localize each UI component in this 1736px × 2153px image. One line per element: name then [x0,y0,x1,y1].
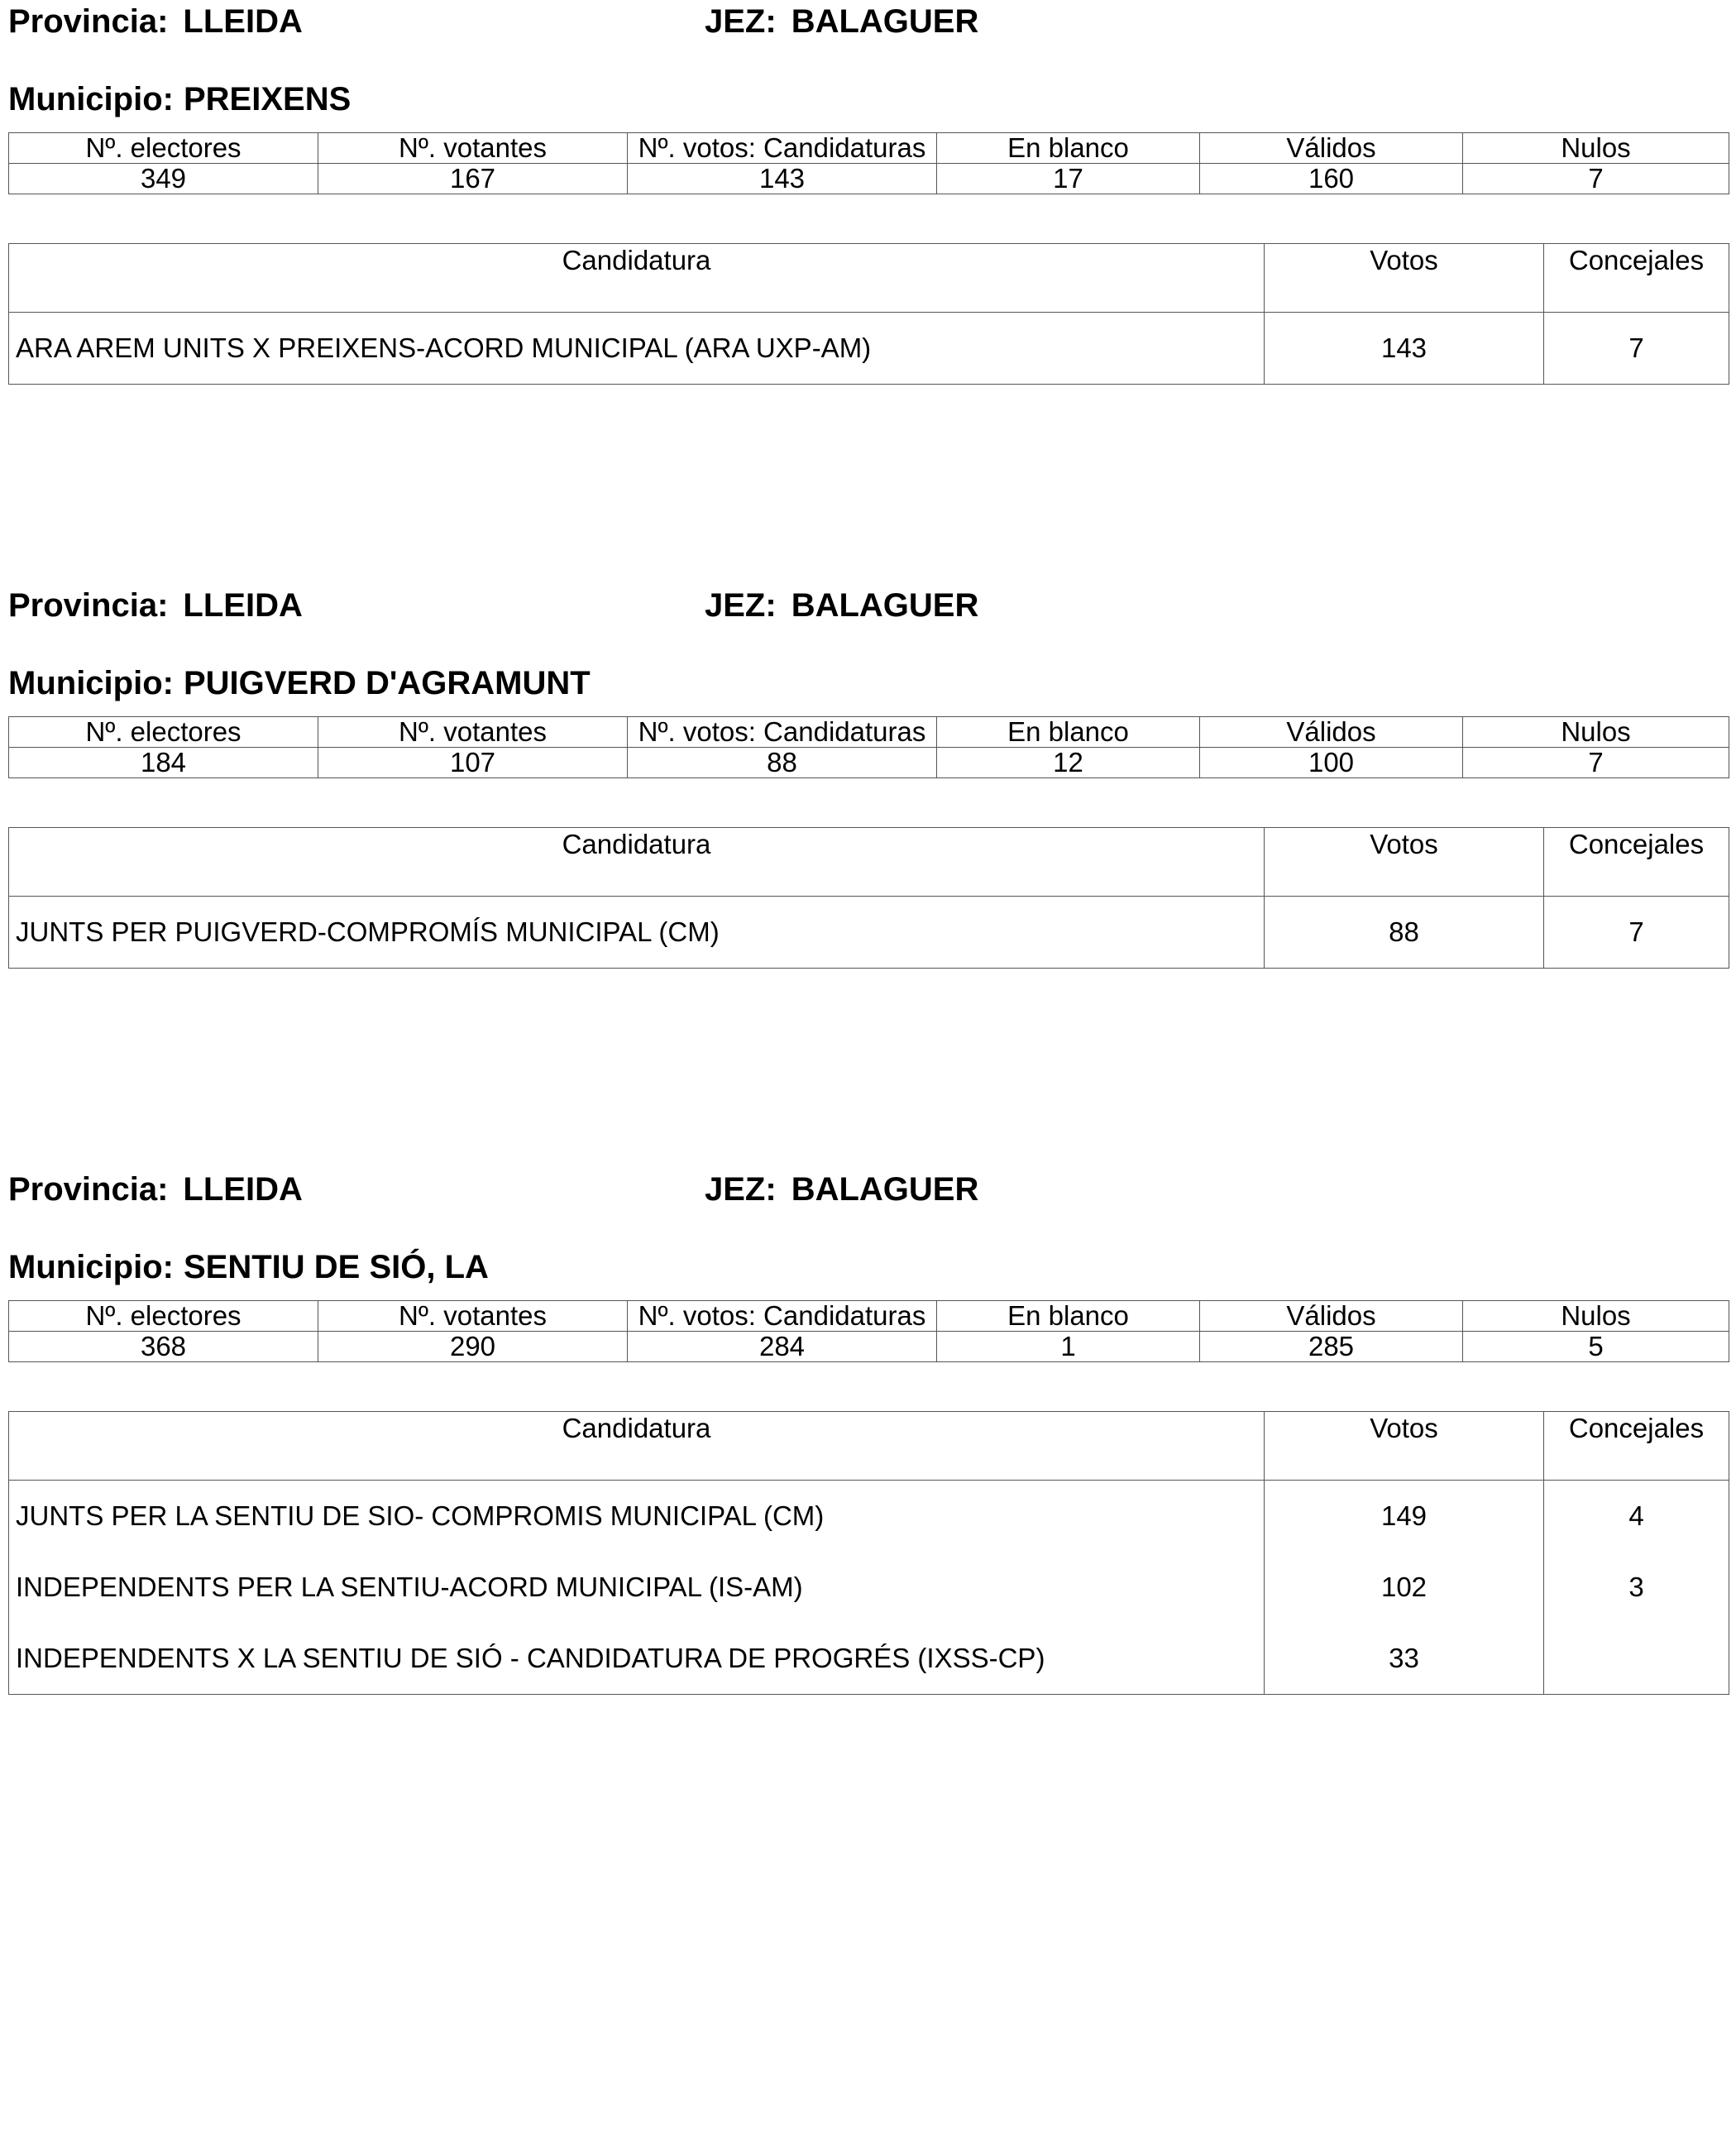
municipio-heading [8,1247,489,1287]
stats-table [8,716,1729,778]
header-nulos: Nulos [1463,717,1729,748]
header-votos-candidaturas: Nº. votos: Candidaturas [628,133,937,164]
stats-header-row [9,1301,1729,1332]
header-validos: Válidos [1200,717,1463,748]
header-validos: Válidos [1200,133,1463,164]
municipio-label: Municipio: [8,665,174,701]
candidaturas-header-row [9,1412,1729,1481]
jez-value: BALAGUER [791,1171,979,1208]
header-electores: Nº. electores [9,133,318,164]
header-en-blanco: En blanco [937,717,1200,748]
value-electores: 184 [9,748,318,778]
candidatura-name: JUNTS PER PUIGVERD-COMPROMÍS MUNICIPAL (CM) [9,897,1265,969]
header-concejales: Concejales [1544,1412,1729,1481]
stats-header-row [9,717,1729,748]
header-votos-candidaturas: Nº. votos: Candidaturas [628,717,937,748]
value-electores: 349 [9,164,318,194]
stats-table [8,1300,1729,1362]
candidatura-row [9,313,1729,385]
candidatura-votos: 88 [1265,897,1544,969]
jez-label: JEZ: [705,1171,777,1208]
candidatura-row [9,897,1729,969]
jez-label: JEZ: [705,587,777,624]
candidatura-votos: 143 [1265,313,1544,385]
provincia-label: Provincia: [8,1171,169,1208]
candidatura-name: ARA AREM UNITS X PREIXENS-ACORD MUNICIPAL (ARA UXP-AM) [9,313,1265,385]
value-validos: 285 [1200,1332,1463,1362]
header-candidatura: Candidatura [9,244,1265,313]
header-concejales: Concejales [1544,244,1729,313]
candidaturas-header-row [9,828,1729,897]
candidaturas-table [8,827,1729,969]
value-electores: 368 [9,1332,318,1362]
candidatura-concejales [1544,1623,1729,1695]
header-en-blanco: En blanco [937,1301,1200,1332]
jez-label: JEZ: [705,3,777,40]
provincia-heading [8,2,303,41]
jez-heading [705,1170,978,1209]
candidatura-votos: 149 [1265,1481,1544,1553]
candidatura-name: INDEPENDENTS X LA SENTIU DE SIÓ - CANDIDATURA DE PROGRÉS (IXSS-CP) [9,1623,1265,1695]
provincia-label: Provincia: [8,587,169,624]
candidaturas-table [8,1411,1729,1695]
value-votos-candidaturas: 284 [628,1332,937,1362]
candidatura-votos: 33 [1265,1623,1544,1695]
provincia-heading [8,1170,303,1209]
municipio-heading [8,663,591,703]
stats-table [8,132,1729,194]
value-votos-candidaturas: 88 [628,748,937,778]
candidaturas-header-row [9,244,1729,313]
candidaturas-table [8,243,1729,385]
header-nulos: Nulos [1463,1301,1729,1332]
header-votantes: Nº. votantes [318,133,628,164]
jez-heading [705,2,978,41]
value-nulos: 7 [1463,164,1729,194]
value-en-blanco: 12 [937,748,1200,778]
header-en-blanco: En blanco [937,133,1200,164]
municipio-heading [8,79,351,119]
jez-value: BALAGUER [791,587,979,624]
header-votos: Votos [1265,244,1544,313]
value-validos: 160 [1200,164,1463,194]
header-votos: Votos [1265,828,1544,897]
value-votantes: 107 [318,748,628,778]
candidatura-votos: 102 [1265,1552,1544,1623]
candidatura-concejales: 7 [1544,897,1729,969]
header-candidatura: Candidatura [9,1412,1265,1481]
candidatura-row [9,1552,1729,1623]
municipio-label: Municipio: [8,81,174,117]
candidatura-name: INDEPENDENTS PER LA SENTIU-ACORD MUNICIPAL (IS-AM) [9,1552,1265,1623]
municipio-value: SENTIU DE SIÓ, LA [183,1249,489,1285]
stats-value-row [9,1332,1729,1362]
header-votos: Votos [1265,1412,1544,1481]
candidatura-row [9,1623,1729,1695]
header-electores: Nº. electores [9,717,318,748]
candidatura-concejales: 3 [1544,1552,1729,1623]
header-electores: Nº. electores [9,1301,318,1332]
stats-value-row [9,748,1729,778]
value-nulos: 7 [1463,748,1729,778]
value-nulos: 5 [1463,1332,1729,1362]
municipio-value: PUIGVERD D'AGRAMUNT [183,665,591,701]
value-votantes: 167 [318,164,628,194]
value-votantes: 290 [318,1332,628,1362]
header-nulos: Nulos [1463,133,1729,164]
municipio-value: PREIXENS [183,81,352,117]
header-candidatura: Candidatura [9,828,1265,897]
provincia-value: LLEIDA [183,587,303,624]
provincia-label: Provincia: [8,3,169,40]
municipio-label: Municipio: [8,1249,174,1285]
value-validos: 100 [1200,748,1463,778]
header-votantes: Nº. votantes [318,1301,628,1332]
header-validos: Válidos [1200,1301,1463,1332]
provincia-value: LLEIDA [183,3,303,40]
value-en-blanco: 1 [937,1332,1200,1362]
value-en-blanco: 17 [937,164,1200,194]
candidatura-name: JUNTS PER LA SENTIU DE SIO- COMPROMIS MUNICIPAL (CM) [9,1481,1265,1553]
provincia-heading [8,586,303,625]
candidatura-concejales: 4 [1544,1481,1729,1553]
jez-value: BALAGUER [791,3,979,40]
stats-value-row [9,164,1729,194]
header-votos-candidaturas: Nº. votos: Candidaturas [628,1301,937,1332]
stats-header-row [9,133,1729,164]
candidatura-concejales: 7 [1544,313,1729,385]
header-concejales: Concejales [1544,828,1729,897]
jez-heading [705,586,978,625]
header-votantes: Nº. votantes [318,717,628,748]
provincia-value: LLEIDA [183,1171,303,1208]
value-votos-candidaturas: 143 [628,164,937,194]
candidatura-row [9,1481,1729,1553]
